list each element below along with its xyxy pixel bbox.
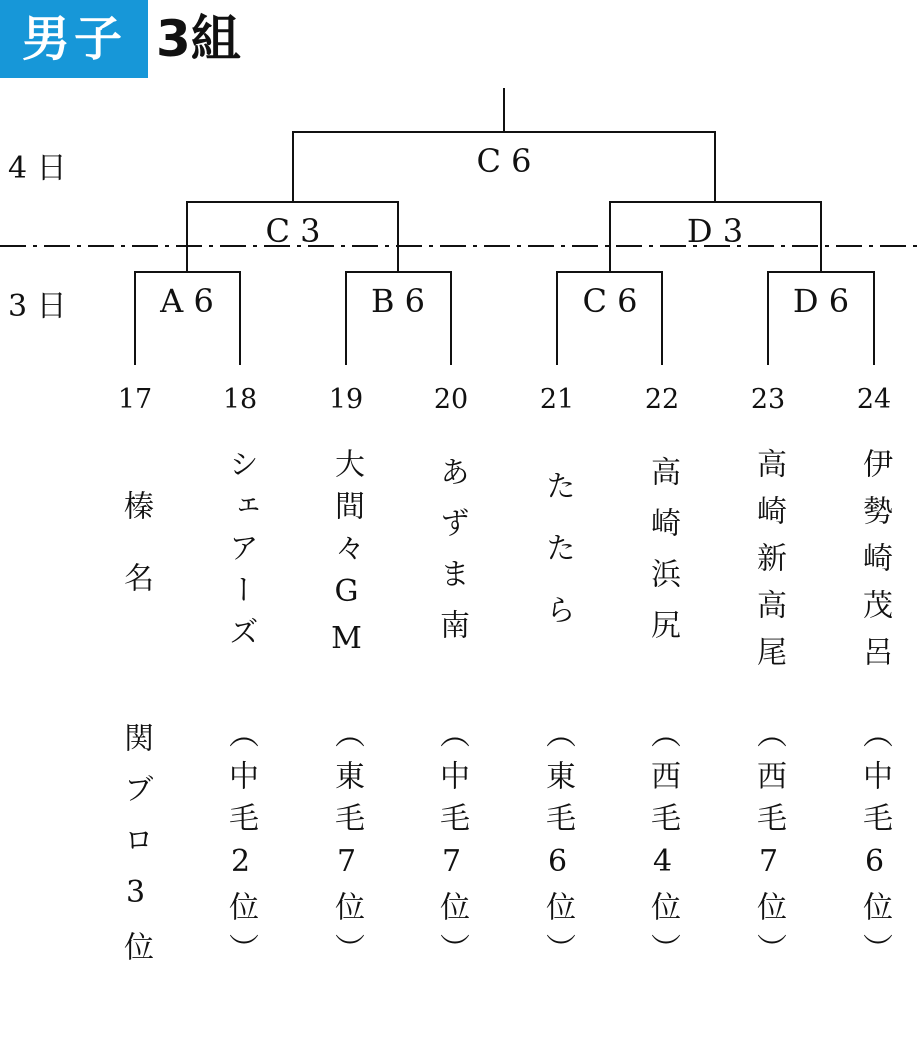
match-label-final: C 6 [476,142,532,180]
team-number: 24 [856,384,892,415]
team-name: 榛名 [118,490,153,634]
team-name: あずま南 [434,456,469,660]
team-affiliation: （東毛7位） [329,718,364,975]
match-label-q4: D 6 [792,282,850,320]
group-title: 3組 [156,10,241,68]
team-name: たたら [540,470,575,656]
team-number: 20 [433,384,469,415]
team-affiliation: （中毛7位） [434,718,469,975]
team-name: 高崎浜尻 [645,456,680,660]
team-name: 伊勢崎茂呂 [857,448,892,683]
team-affiliation: 関ブロ3位 [118,722,153,982]
team-affiliation: （西毛7位） [751,718,786,975]
match-label-q2: B 6 [370,282,426,320]
team-number: 21 [539,384,575,415]
team-affiliation: （西毛4位） [645,718,680,975]
team-affiliation: （東毛6位） [540,718,575,975]
match-label-semi-left: C 3 [265,212,321,250]
match-label-semi-right: D 3 [686,212,744,250]
category-badge: 男子 [0,0,148,78]
match-label-q3: C 6 [582,282,638,320]
team-number: 22 [644,384,680,415]
team-name: シェアーズ [223,448,258,658]
day-label-upper: 4 日 [8,151,67,186]
match-label-q1: A 6 [160,282,214,320]
team-number: 18 [222,384,258,415]
team-number: 19 [328,384,364,415]
day-label-lower: 3 日 [8,289,67,324]
team-affiliation: （中毛2位） [223,718,258,975]
team-number: 23 [750,384,786,415]
team-name: 大間々GM [329,448,364,668]
team-name: 高崎新高尾 [751,448,786,683]
team-affiliation: （中毛6位） [857,718,892,975]
team-number: 17 [117,384,153,415]
